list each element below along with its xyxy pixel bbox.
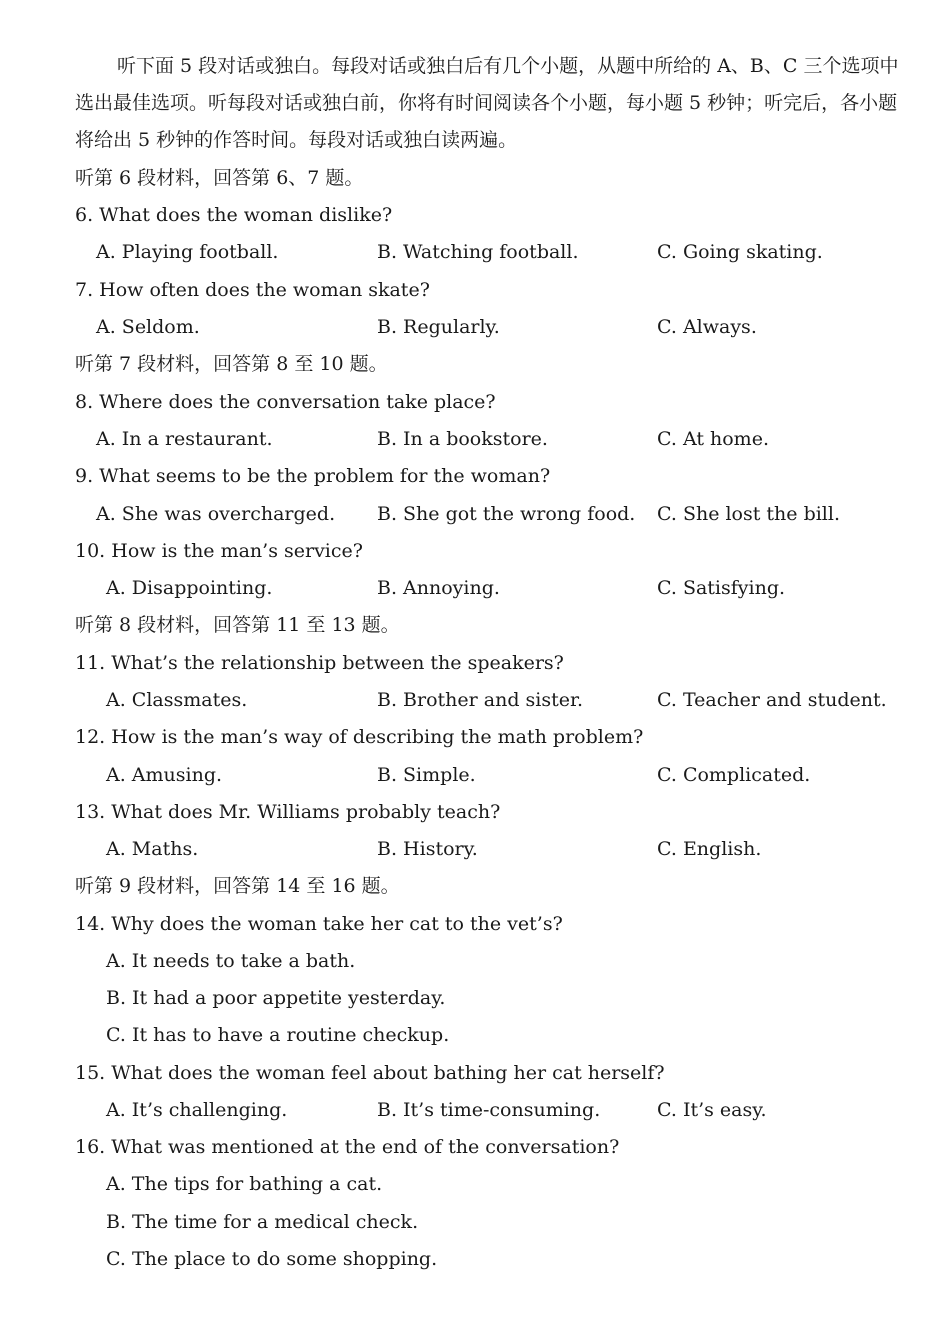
question-13: 13. What does Mr. Williams probably teach?	[75, 801, 501, 823]
option-10c: C. Satisfying.	[657, 577, 786, 599]
section-header-8: 听第 8 段材料，回答第 11 至 13 题。	[75, 614, 400, 636]
option-14a: A. It needs to take a bath.	[106, 950, 356, 972]
option-13b: B. History.	[377, 838, 478, 860]
section-header-7: 听第 7 段材料，回答第 8 至 10 题。	[75, 353, 388, 375]
instructions-line-2: 选出最佳选项。听每段对话或独白前，你将有时间阅读各个小题，每小题 5 秒钟；听完后，各小题	[75, 92, 898, 114]
option-7c: C. Always.	[657, 316, 757, 338]
option-7b: B. Regularly.	[377, 316, 500, 338]
option-9b: B. She got the wrong food.	[377, 503, 636, 525]
option-8c: C. At home.	[657, 428, 769, 450]
option-8a: A. In a restaurant.	[96, 428, 273, 450]
option-13a: A. Maths.	[106, 838, 199, 860]
instructions-line-3: 将给出 5 秒钟的作答时间。每段对话或独白读两遍。	[75, 129, 518, 151]
option-15b: B. It’s time-consuming.	[377, 1099, 601, 1121]
option-10a: A. Disappointing.	[106, 577, 273, 599]
question-12: 12. How is the man’s way of describing the math problem?	[75, 726, 644, 748]
section-header-6: 听第 6 段材料，回答第 6、7 题。	[75, 167, 364, 189]
question-16: 16. What was mentioned at the end of the conversation?	[75, 1136, 620, 1158]
option-6c: C. Going skating.	[657, 241, 823, 263]
question-9: 9. What seems to be the problem for the woman?	[75, 465, 551, 487]
option-13c: C. English.	[657, 838, 762, 860]
option-16a: A. The tips for bathing a cat.	[106, 1173, 383, 1195]
question-15: 15. What does the woman feel about bathing her cat herself?	[75, 1062, 665, 1084]
option-16b: B. The time for a medical check.	[106, 1211, 419, 1233]
question-14: 14. Why does the woman take her cat to the vet’s?	[75, 913, 563, 935]
option-12c: C. Complicated.	[657, 764, 811, 786]
option-9c: C. She lost the bill.	[657, 503, 841, 525]
option-12a: A. Amusing.	[106, 764, 223, 786]
question-10: 10. How is the man’s service?	[75, 540, 363, 562]
option-11c: C. Teacher and student.	[657, 689, 887, 711]
question-6: 6. What does the woman dislike?	[75, 204, 393, 226]
option-14b: B. It had a poor appetite yesterday.	[106, 987, 446, 1009]
section-header-9: 听第 9 段材料，回答第 14 至 16 题。	[75, 875, 400, 897]
option-8b: B. In a bookstore.	[377, 428, 548, 450]
instructions-line-1: 听下面 5 段对话或独白。每段对话或独白后有几个小题，从题中所给的 A、B、C 三个选项中	[117, 55, 899, 77]
option-15c: C. It’s easy.	[657, 1099, 767, 1121]
option-14c: C. It has to have a routine checkup.	[106, 1024, 450, 1046]
question-8: 8. Where does the conversation take place?	[75, 391, 496, 413]
option-12b: B. Simple.	[377, 764, 476, 786]
question-7: 7. How often does the woman skate?	[75, 279, 430, 301]
option-7a: A. Seldom.	[96, 316, 200, 338]
option-15a: A. It’s challenging.	[106, 1099, 288, 1121]
option-6b: B. Watching football.	[377, 241, 579, 263]
option-6a: A. Playing football.	[96, 241, 279, 263]
option-10b: B. Annoying.	[377, 577, 500, 599]
option-11a: A. Classmates.	[106, 689, 248, 711]
option-11b: B. Brother and sister.	[377, 689, 584, 711]
option-9a: A. She was overcharged.	[96, 503, 336, 525]
question-11: 11. What’s the relationship between the speakers?	[75, 652, 564, 674]
option-16c: C. The place to do some shopping.	[106, 1248, 438, 1270]
